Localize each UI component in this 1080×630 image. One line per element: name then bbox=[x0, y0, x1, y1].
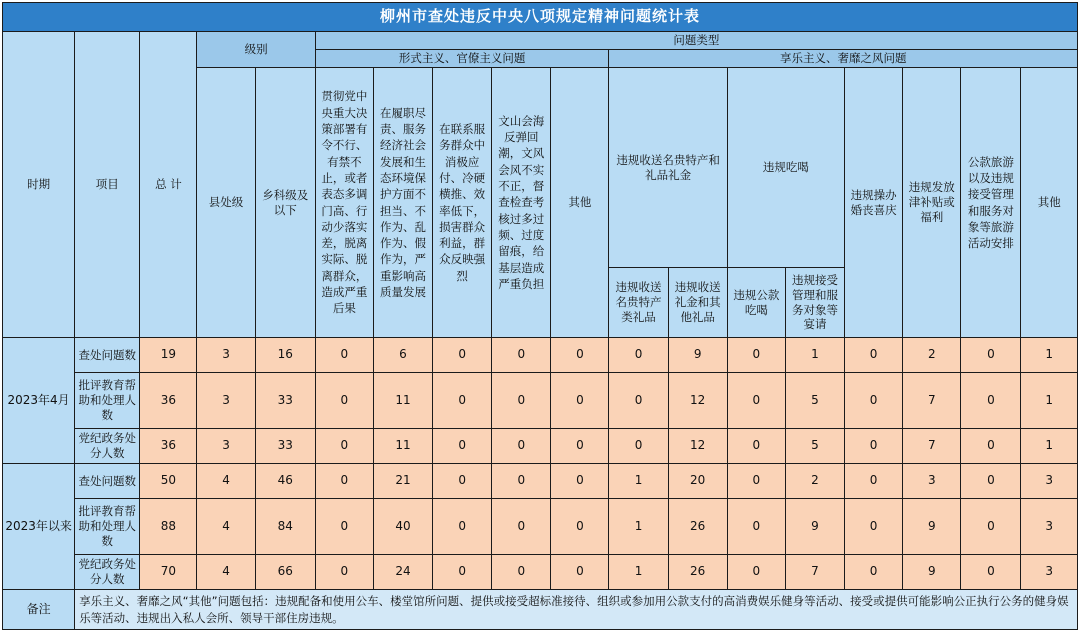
value-cell: 50 bbox=[140, 464, 197, 499]
value-cell: 0 bbox=[551, 429, 609, 464]
value-cell: 0 bbox=[961, 373, 1021, 429]
value-cell: 0 bbox=[551, 338, 609, 373]
header-meal: 违规吃喝 bbox=[727, 68, 844, 268]
table-title: 柳州市查处违反中央八项规定精神问题统计表 bbox=[3, 3, 1078, 32]
row-item: 查处问题数 bbox=[75, 338, 140, 373]
value-cell: 6 bbox=[373, 338, 432, 373]
value-cell: 0 bbox=[845, 555, 903, 590]
value-cell: 84 bbox=[255, 499, 315, 555]
value-cell: 0 bbox=[551, 555, 609, 590]
value-cell: 36 bbox=[140, 429, 197, 464]
header-formalism-4: 文山会海反弹回潮，文风会风不实不正，督查检查考核过多过频、过度留痕，给基层造成严重负担 bbox=[492, 68, 551, 338]
value-cell: 9 bbox=[903, 499, 961, 555]
value-cell: 0 bbox=[315, 464, 373, 499]
row-item: 查处问题数 bbox=[75, 464, 140, 499]
value-cell: 9 bbox=[903, 555, 961, 590]
header-formalism-3: 在联系服务群众中消极应付、冷硬横推、效率低下，损害群众利益，群众反映强烈 bbox=[433, 68, 492, 338]
value-cell: 4 bbox=[197, 555, 255, 590]
value-cell: 33 bbox=[255, 429, 315, 464]
value-cell: 7 bbox=[785, 555, 844, 590]
value-cell: 88 bbox=[140, 499, 197, 555]
value-cell: 0 bbox=[492, 429, 551, 464]
value-cell: 1 bbox=[609, 499, 668, 555]
value-cell: 0 bbox=[551, 373, 609, 429]
value-cell: 0 bbox=[727, 499, 785, 555]
value-cell: 7 bbox=[903, 429, 961, 464]
value-cell: 20 bbox=[668, 464, 727, 499]
row-item: 党纪政务处分人数 bbox=[75, 429, 140, 464]
header-total: 总 计 bbox=[140, 32, 197, 338]
value-cell: 3 bbox=[1021, 499, 1078, 555]
value-cell: 3 bbox=[197, 373, 255, 429]
header-level: 级别 bbox=[197, 32, 315, 68]
value-cell: 1 bbox=[785, 338, 844, 373]
value-cell: 3 bbox=[903, 464, 961, 499]
header-hedonism: 享乐主义、奢靡之风问题 bbox=[609, 50, 1078, 68]
value-cell: 12 bbox=[668, 429, 727, 464]
value-cell: 0 bbox=[961, 499, 1021, 555]
header-item: 项目 bbox=[75, 32, 140, 338]
value-cell: 33 bbox=[255, 373, 315, 429]
header-formalism-other: 其他 bbox=[551, 68, 609, 338]
value-cell: 40 bbox=[373, 499, 432, 555]
row-item: 批评教育帮助和处理人数 bbox=[75, 499, 140, 555]
header-problem-type: 问题类型 bbox=[315, 32, 1077, 50]
value-cell: 0 bbox=[609, 429, 668, 464]
value-cell: 0 bbox=[315, 429, 373, 464]
value-cell: 0 bbox=[433, 373, 492, 429]
value-cell: 0 bbox=[315, 373, 373, 429]
header-formalism-2: 在履职尽责、服务经济社会发展和生态环境保护方面不担当、不作为、乱作为、假作为，严重影响高质量发展 bbox=[373, 68, 432, 338]
value-cell: 24 bbox=[373, 555, 432, 590]
header-gift: 违规收送名贵特产和礼品礼金 bbox=[609, 68, 727, 268]
value-cell: 0 bbox=[433, 499, 492, 555]
value-cell: 4 bbox=[197, 499, 255, 555]
value-cell: 0 bbox=[727, 373, 785, 429]
statistics-table bbox=[2, 2, 1078, 630]
value-cell: 3 bbox=[197, 338, 255, 373]
header-period: 时期 bbox=[3, 32, 75, 338]
value-cell: 26 bbox=[668, 555, 727, 590]
header-gift-cash: 违规收送礼金和其他礼品 bbox=[668, 268, 727, 338]
value-cell: 0 bbox=[433, 338, 492, 373]
value-cell: 3 bbox=[1021, 555, 1078, 590]
note-text: 享乐主义、奢靡之风“其他”问题包括：违规配备和使用公车、楼堂馆所问题、提供或接受超标准接待、组织或参加用公款支付的高消费娱乐健身等活动、接受或提供可能影响公正执行公务的健身娱乐等活动、违规出入私人会所、领导干部住房违规。 bbox=[75, 590, 1078, 630]
value-cell: 0 bbox=[315, 555, 373, 590]
header-formalism: 形式主义、官僚主义问题 bbox=[315, 50, 609, 68]
value-cell: 0 bbox=[492, 373, 551, 429]
value-cell: 0 bbox=[609, 338, 668, 373]
value-cell: 0 bbox=[727, 464, 785, 499]
value-cell: 5 bbox=[785, 429, 844, 464]
header-allowance: 违规发放津补贴或福利 bbox=[903, 68, 961, 338]
value-cell: 3 bbox=[1021, 464, 1078, 499]
row-item: 批评教育帮助和处理人数 bbox=[75, 373, 140, 429]
value-cell: 7 bbox=[903, 373, 961, 429]
value-cell: 0 bbox=[845, 499, 903, 555]
value-cell: 19 bbox=[140, 338, 197, 373]
value-cell: 66 bbox=[255, 555, 315, 590]
value-cell: 0 bbox=[433, 429, 492, 464]
value-cell: 1 bbox=[1021, 373, 1078, 429]
header-wedding: 违规操办婚丧喜庆 bbox=[845, 68, 903, 338]
value-cell: 0 bbox=[845, 464, 903, 499]
value-cell: 12 bbox=[668, 373, 727, 429]
value-cell: 1 bbox=[1021, 338, 1078, 373]
note-label: 备注 bbox=[3, 590, 75, 630]
value-cell: 0 bbox=[492, 464, 551, 499]
value-cell: 26 bbox=[668, 499, 727, 555]
value-cell: 11 bbox=[373, 429, 432, 464]
value-cell: 16 bbox=[255, 338, 315, 373]
value-cell: 46 bbox=[255, 464, 315, 499]
value-cell: 4 bbox=[197, 464, 255, 499]
header-formalism-1: 贯彻党中央重大决策部署有令不行、有禁不止，或者表态多调门高、行动少落实差，脱离实际、脱离群众，造成严重后果 bbox=[315, 68, 373, 338]
period-label: 2023年4月 bbox=[3, 338, 75, 464]
value-cell: 0 bbox=[492, 555, 551, 590]
value-cell: 1 bbox=[1021, 429, 1078, 464]
value-cell: 21 bbox=[373, 464, 432, 499]
header-meal-public: 违规公款吃喝 bbox=[727, 268, 785, 338]
value-cell: 0 bbox=[961, 464, 1021, 499]
header-gift-specialty: 违规收送名贵特产类礼品 bbox=[609, 268, 668, 338]
header-hedonism-other: 其他 bbox=[1021, 68, 1078, 338]
value-cell: 1 bbox=[609, 555, 668, 590]
value-cell: 36 bbox=[140, 373, 197, 429]
value-cell: 0 bbox=[551, 464, 609, 499]
value-cell: 0 bbox=[492, 338, 551, 373]
value-cell: 11 bbox=[373, 373, 432, 429]
value-cell: 9 bbox=[668, 338, 727, 373]
period-label: 2023年以来 bbox=[3, 464, 75, 590]
value-cell: 0 bbox=[961, 555, 1021, 590]
value-cell: 2 bbox=[903, 338, 961, 373]
header-level-township: 乡科级及以下 bbox=[255, 68, 315, 338]
value-cell: 0 bbox=[961, 429, 1021, 464]
value-cell: 0 bbox=[433, 555, 492, 590]
value-cell: 70 bbox=[140, 555, 197, 590]
value-cell: 0 bbox=[315, 499, 373, 555]
value-cell: 0 bbox=[492, 499, 551, 555]
value-cell: 0 bbox=[845, 338, 903, 373]
value-cell: 0 bbox=[433, 464, 492, 499]
value-cell: 9 bbox=[785, 499, 844, 555]
value-cell: 0 bbox=[727, 555, 785, 590]
value-cell: 0 bbox=[845, 373, 903, 429]
value-cell: 0 bbox=[961, 338, 1021, 373]
header-meal-banquet: 违规接受管理和服务对象等宴请 bbox=[785, 268, 844, 338]
value-cell: 2 bbox=[785, 464, 844, 499]
value-cell: 0 bbox=[727, 338, 785, 373]
header-travel: 公款旅游以及违规接受管理和服务对象等旅游活动安排 bbox=[961, 68, 1021, 338]
value-cell: 0 bbox=[609, 373, 668, 429]
value-cell: 1 bbox=[609, 464, 668, 499]
value-cell: 0 bbox=[727, 429, 785, 464]
value-cell: 5 bbox=[785, 373, 844, 429]
value-cell: 3 bbox=[197, 429, 255, 464]
row-item: 党纪政务处分人数 bbox=[75, 555, 140, 590]
header-level-county: 县处级 bbox=[197, 68, 255, 338]
value-cell: 0 bbox=[845, 429, 903, 464]
value-cell: 0 bbox=[551, 499, 609, 555]
value-cell: 0 bbox=[315, 338, 373, 373]
